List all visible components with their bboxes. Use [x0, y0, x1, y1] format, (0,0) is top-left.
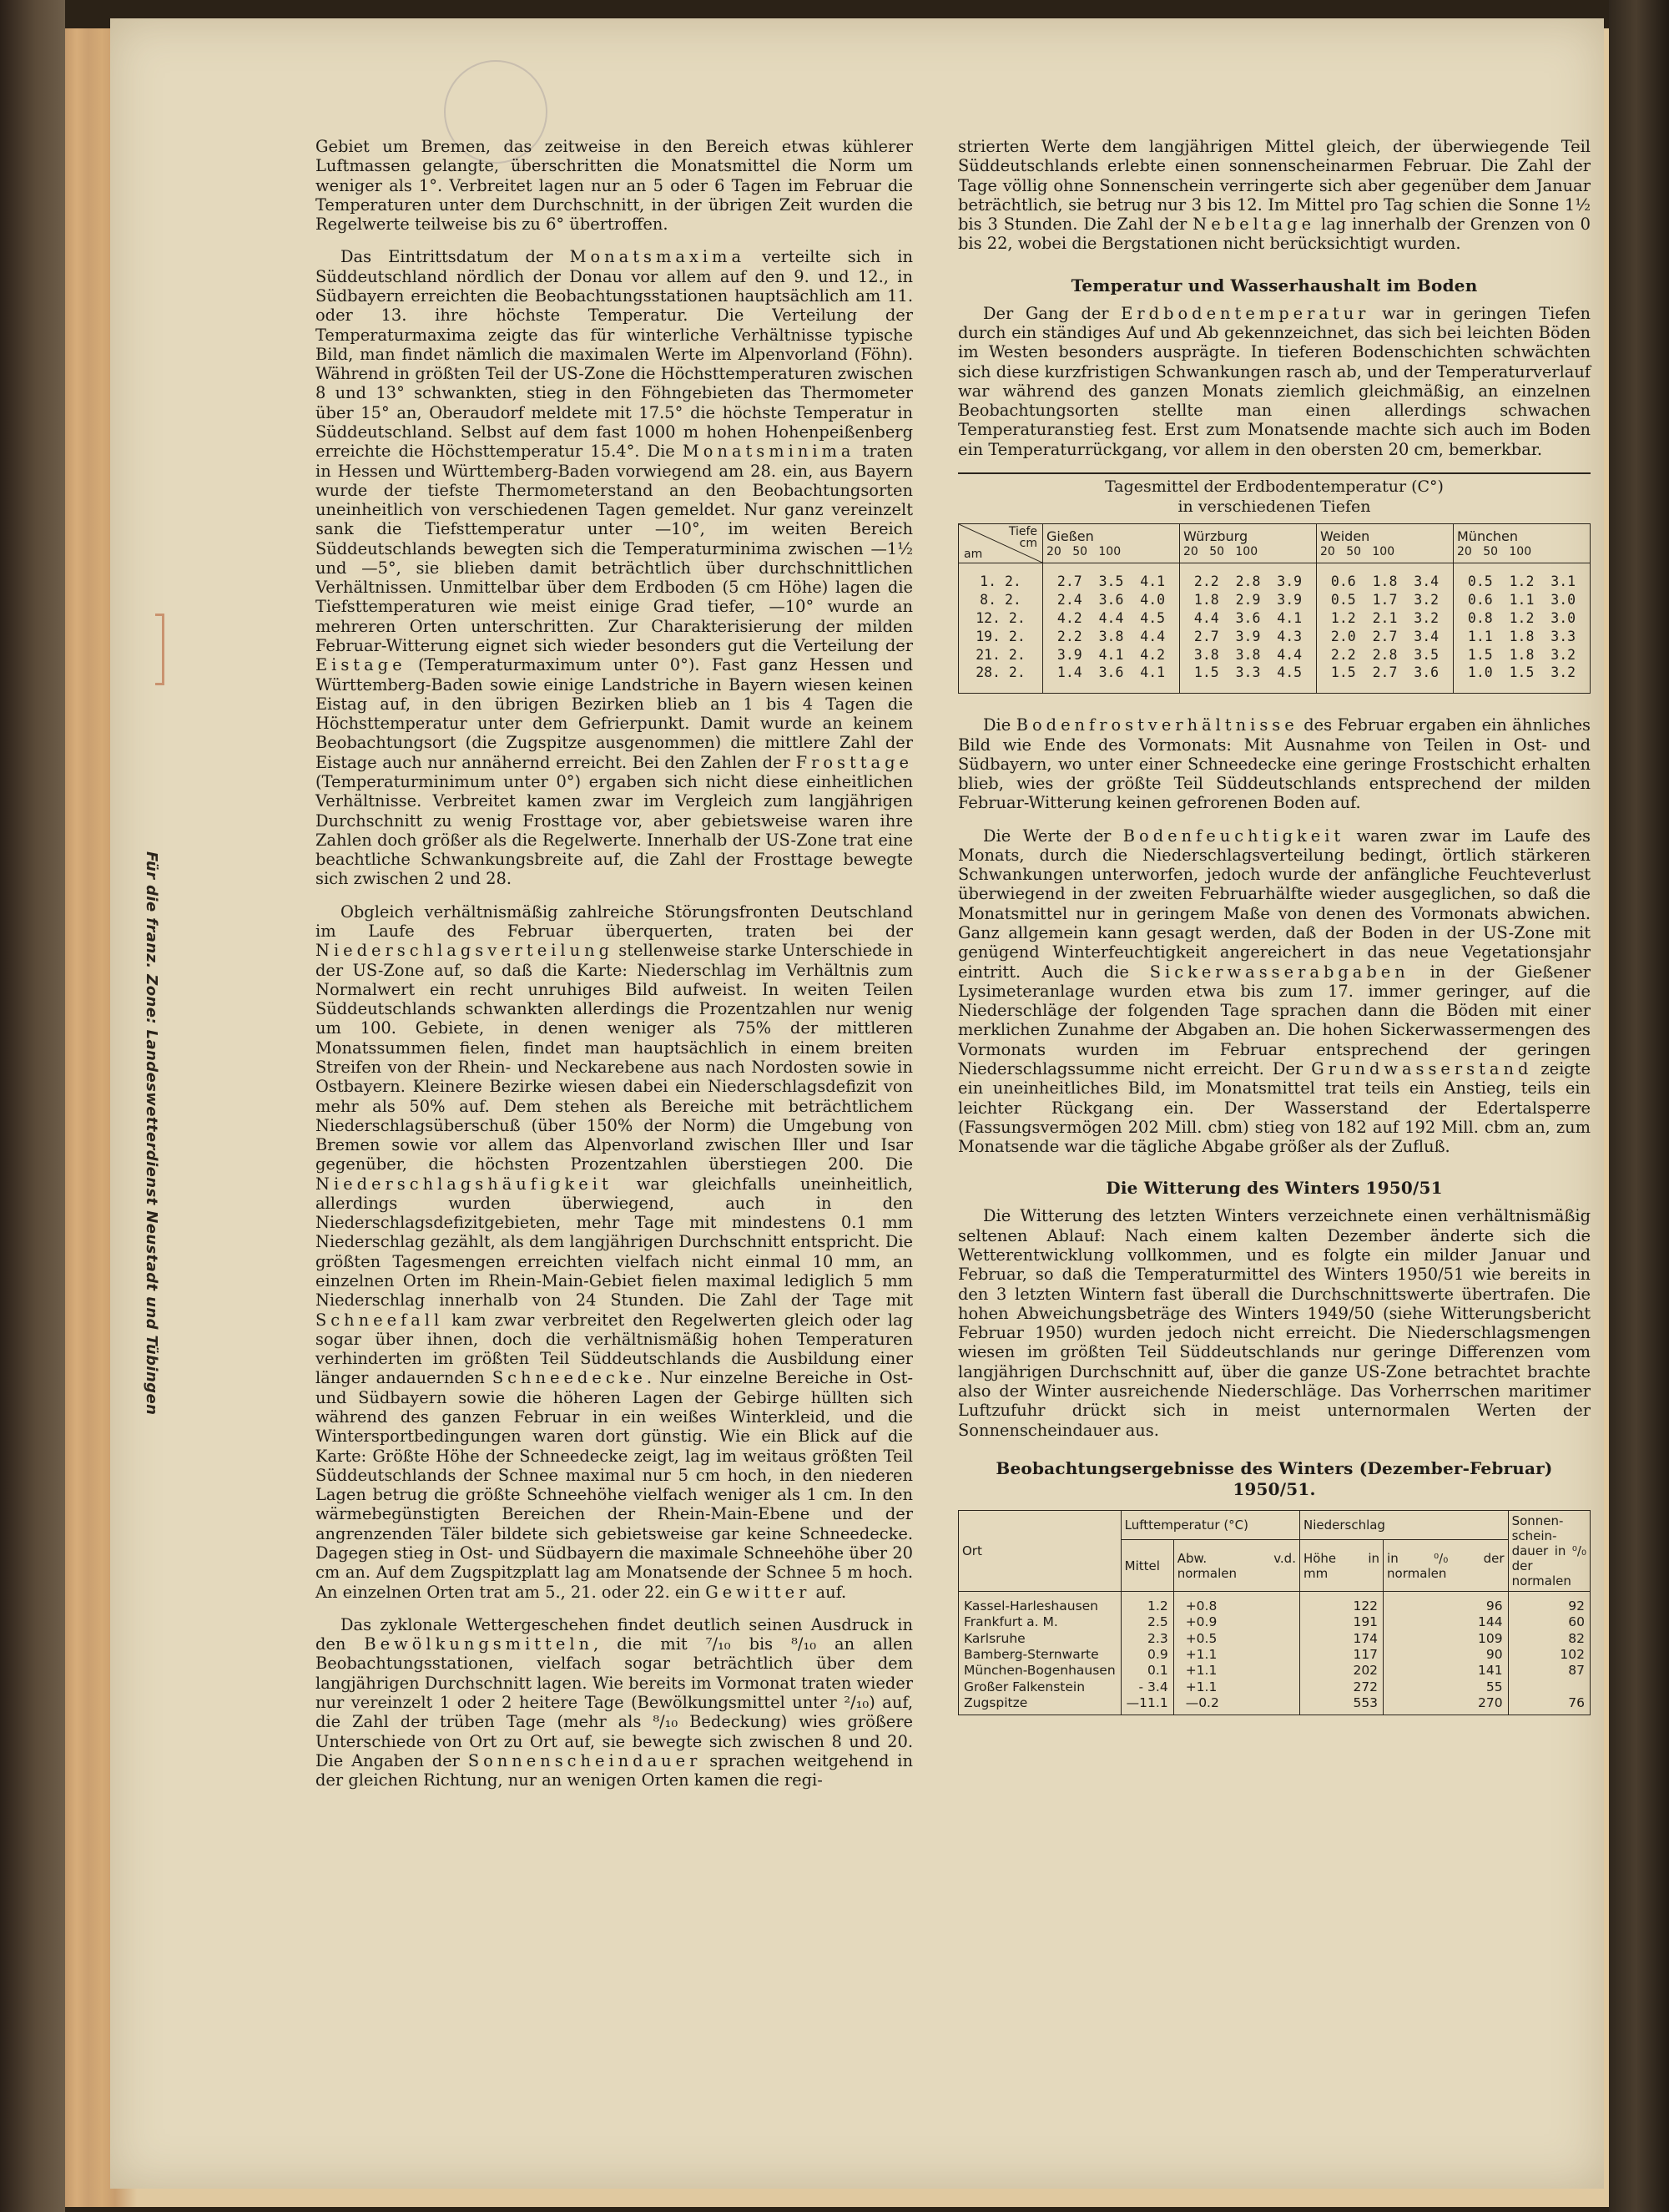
spaced-term: Bodenfrostverhältnisse: [1016, 715, 1298, 735]
temperature-value: 3.3: [1235, 664, 1261, 681]
sonne-cell: 102: [1508, 1647, 1590, 1663]
prozent-cell: 109: [1384, 1631, 1509, 1647]
temperature-value: 2.8: [1235, 573, 1261, 590]
spaced-term: Nebeltage: [1193, 215, 1316, 235]
muenchen-cell: [1454, 609, 1591, 628]
temperature-value: 3.0: [1551, 592, 1576, 609]
header-ort: Ort: [959, 1510, 1122, 1591]
spaced-term: Schneedecke: [492, 1368, 647, 1388]
mittel-cell: —11.1: [1121, 1695, 1173, 1715]
table-row: [959, 628, 1591, 646]
giessen-cell: [1043, 628, 1180, 646]
header-niederschlag: Niederschlag: [1299, 1510, 1508, 1540]
abw-cell: +1.1: [1173, 1647, 1299, 1663]
wuerzburg-cell: [1180, 563, 1317, 591]
ort-cell: München-Bogenhausen: [959, 1663, 1122, 1679]
soil-table-body: [959, 563, 1591, 694]
muenchen-cell: [1454, 664, 1591, 693]
temperature-value: 2.2: [1193, 573, 1219, 590]
temperature-value: 3.8: [1098, 628, 1124, 644]
hoehe-cell: 191: [1299, 1614, 1383, 1630]
paragraph-bodenfeuchtigkeit: Die Werte der Bodenfeuchtigkeit waren zwar im Laufe des Monats, durch die Niederschlagsverteilung bedingt, örtlich stärkeren Schwankungen unterworfen, jedoch wurde der anfängliche Feuchteverlust überwiegend in der zweiten Februarhälfte wieder ausgeglichen, so daß die Monatsmittel nur in geringem Maße von denen des Vormonats abwichen. Ganz allgemein kann gesagt werden, daß der Boden in der US-Zone mit genügend Winterfeuchtigkeit angereichert in das neue Vegetationsjahr eintritt. Auch die Sickerwasserabgaben in der Gießener Lysimeteranlage wurden etwa bis zum 17. immer geringer, auf die Niederschläge der folgenden Tage sprachen dann die Böden mit einer merklichen Zunahme der Abgaben an. Die hohen Sickerwassermengen des Vormonats wurden im Februar entsprechend der geringen Niederschlagssumme nicht erreicht. Der Grundwasserstand zeigte ein uneinheitliches Bild, im Monatsmittel trat teils ein Anstieg, teils ein leichter Rückgang ein. Der Wasserstand der Edertalsperre (Fassungsvermögen 202 Mill. cbm) stieg von 182 auf 192 Mill. cbm an, zum Monatsende war die tägliche Abgabe größer als der Zufluß.: [958, 826, 1591, 1157]
prozent-cell: 55: [1384, 1679, 1509, 1695]
sonne-cell: 60: [1508, 1614, 1590, 1630]
sonne-cell: 82: [1508, 1631, 1590, 1647]
temperature-value: 3.5: [1098, 573, 1124, 590]
temperature-value: 1.1: [1509, 592, 1535, 609]
wuerzburg-cell: [1180, 646, 1317, 664]
temperature-value: 2.7: [1056, 573, 1082, 590]
temperature-value: 2.7: [1193, 628, 1219, 644]
temperature-value: 2.1: [1372, 610, 1398, 627]
temperature-value: 3.9: [1235, 628, 1261, 644]
temperature-value: 2.2: [1330, 646, 1356, 663]
abw-cell: —0.2: [1173, 1695, 1299, 1715]
temperature-value: 3.4: [1414, 573, 1440, 590]
header-hoehe: Höhe in mm: [1299, 1540, 1383, 1591]
side-note: [135, 851, 169, 1586]
header-abweichung: Abw. v.d. normalen: [1173, 1540, 1299, 1591]
temperature-value: 2.2: [1056, 628, 1082, 644]
mittel-cell: 2.5: [1121, 1614, 1173, 1630]
temperature-value: 0.5: [1330, 592, 1356, 609]
hoehe-cell: 202: [1299, 1663, 1383, 1679]
temperature-value: 1.5: [1193, 664, 1219, 681]
section-heading-soil: Temperatur und Wasserhaushalt im Boden: [1071, 275, 1478, 295]
station-header: Gießen 20 50 100: [1043, 524, 1180, 563]
muenchen-cell: [1454, 563, 1591, 591]
date-cell: 19. 2.: [959, 628, 1043, 646]
spaced-term: Erdbodentemperatur: [1121, 303, 1370, 323]
weiden-cell: [1317, 563, 1454, 591]
table-row: [959, 1614, 1591, 1630]
wuerzburg-cell: [1180, 628, 1317, 646]
temperature-value: 3.9: [1277, 592, 1303, 609]
date-cell: 1. 2.: [959, 563, 1043, 591]
abw-cell: +1.1: [1173, 1663, 1299, 1679]
temperature-value: 4.5: [1277, 664, 1303, 681]
temperature-value: 1.2: [1509, 573, 1535, 590]
table-row: [959, 1647, 1591, 1663]
spaced-term: Sickerwasserabgaben: [1149, 962, 1409, 982]
giessen-cell: [1043, 609, 1180, 628]
mittel-cell: - 3.4: [1121, 1679, 1173, 1695]
temperature-value: 4.1: [1140, 573, 1166, 590]
temperature-value: 1.1: [1467, 628, 1493, 644]
ort-cell: Karlsruhe: [959, 1631, 1122, 1647]
mittel-cell: 0.1: [1121, 1663, 1173, 1679]
weiden-cell: [1317, 664, 1454, 693]
paragraph-erdbodentemperatur: Der Gang der Erdbodentemperatur war in geringen Tiefen durch ein ständiges Auf und Ab gekennzeichnet, das sich bei leichten Böden im Westen besonders ausprägte. In tieferen Bodenschichten schwächten sich diese kurzfristigen Schwankungen rasch ab, und der Temperaturverlauf war während des ganzen Monats ziemlich gleichmäßig, an einzelnen Beobachtungsorten stellte man einen allerdings schwachen Temperaturanstieg fest. Erst zum Monatsende machte sich auch im Boden ein Temperaturrückgang, vor allem in den obersten 20 cm, bemerkbar.: [958, 303, 1591, 459]
spaced-term: Schneefall: [315, 1310, 444, 1330]
abw-cell: +1.1: [1173, 1679, 1299, 1695]
soil-temperature-table: [958, 523, 1591, 694]
spaced-term: Monatsmaxima: [569, 247, 746, 267]
weiden-cell: [1317, 628, 1454, 646]
sonne-cell: 76: [1508, 1695, 1590, 1715]
weiden-cell: [1317, 591, 1454, 609]
prozent-cell: 96: [1384, 1591, 1509, 1614]
temperature-value: 3.9: [1277, 573, 1303, 590]
winter-results-table: [958, 1510, 1591, 1716]
ort-cell: Kassel-Harleshausen: [959, 1591, 1122, 1614]
table-row: [959, 563, 1591, 591]
spaced-term: Monatsminima: [682, 442, 855, 462]
side-note-text: Für die franz. Zone: Landeswetterdienst Neustadt und Tübingen: [143, 851, 160, 1416]
sonne-cell: [1508, 1679, 1590, 1695]
station-header: München 20 50 100: [1454, 524, 1591, 563]
temperature-value: 4.4: [1277, 646, 1303, 663]
giessen-cell: [1043, 591, 1180, 609]
temperature-value: 4.0: [1140, 592, 1166, 609]
table-row: [959, 1591, 1591, 1614]
table-corner-cell: Tiefe cm am: [959, 524, 1043, 563]
table-row: [959, 1679, 1591, 1695]
table-row: [959, 664, 1591, 693]
table-row: [959, 1631, 1591, 1647]
book-binding-edge: [0, 0, 65, 2212]
temperature-value: 1.2: [1509, 610, 1535, 627]
spaced-term: Frosttage: [795, 752, 913, 772]
temperature-value: 1.5: [1467, 646, 1493, 663]
right-column: [958, 137, 1591, 1715]
temperature-value: 2.7: [1372, 664, 1398, 681]
muenchen-cell: [1454, 591, 1591, 609]
temperature-value: 1.8: [1509, 646, 1535, 663]
paragraph: Gebiet um Bremen, das zeitweise in den Bereich etwas kühlerer Luftmassen gelangte, überschritten die Monatsmittel die Norm um weniger als 1°. Verbreitet lagen nur an 5 oder 6 Tagen im Februar die Temperaturen unter dem Durchschnitt, in der übrigen Zeit wurden die Regelwerte teilweise bis zu 6° übertroffen.: [315, 137, 913, 235]
hoehe-cell: 553: [1299, 1695, 1383, 1715]
table-row: [959, 646, 1591, 664]
temperature-value: 0.8: [1467, 610, 1493, 627]
giessen-cell: [1043, 664, 1180, 693]
sonne-cell: 87: [1508, 1663, 1590, 1679]
spaced-term: Niederschlagshäufigkeit: [315, 1174, 613, 1194]
temperature-value: 3.2: [1551, 664, 1576, 681]
weiden-cell: [1317, 609, 1454, 628]
hoehe-cell: 174: [1299, 1631, 1383, 1647]
muenchen-cell: [1454, 628, 1591, 646]
temperature-value: 3.9: [1056, 646, 1082, 663]
temperature-value: 3.6: [1235, 610, 1261, 627]
header-mittel: Mittel: [1121, 1540, 1173, 1591]
spaced-term: Niederschlagsverteilung: [315, 941, 613, 961]
header-lufttemperatur: Lufttemperatur (°C): [1121, 1510, 1299, 1540]
temperature-value: 0.6: [1467, 592, 1493, 609]
section-rule: [958, 472, 1591, 474]
prozent-cell: 270: [1384, 1695, 1509, 1715]
spaced-term: Eistage: [315, 655, 406, 675]
ort-cell: Bamberg-Sternwarte: [959, 1647, 1122, 1663]
hoehe-cell: 117: [1299, 1647, 1383, 1663]
paragraph-winter: Die Witterung des letzten Winters verzeichnete einen verhältnismäßig seltenen Ablauf: Nach einem kalten Dezember änderte sich die Wetterentwicklung vollkommen, und es folgte ein milder Januar und Februar, so daß die Temperaturmittel des Winters 1950/51 wie bereits in den 3 letzten Wintern fast überall die Durchschnittswerte übertrafen. Die hohen Abweichungsbeträge des Winters 1949/50 (siehe Witterungsbericht Februar 1950) wurden jedoch nicht erreicht. Die Niederschlagsmengen wiesen im größten Teil Süddeutschlands nur geringe Differenzen vom langjährigen Durchschnitt auf, über die ganze US-Zone betrachtet brachte also der Winter ausreichende Niederschläge. Das Vorherrschen maritimer Luftzufuhr drückt sich in meist unternormalen Werten der Sonnenscheindauer aus.: [958, 1206, 1591, 1440]
temperature-value: 3.3: [1551, 628, 1576, 644]
temperature-value: 4.4: [1140, 628, 1166, 644]
paragraph-monatsmaxima: Das Eintrittsdatum der Monatsmaxima verteilte sich in Süddeutschland nördlich der Donau vor allem auf den 9. und 12., in Südbayern erreichten die Beobachtungsstationen hauptsächlich am 11. oder 13. ihre höchste Temperatur. Die Verteilung der Temperaturmaxima zeigte das für winterliche Verhältnisse typische Bild, man findet nämlich die maximalen Werte im Alpenvorland (Föhn). Während in größten Teil der US-Zone die Höchsttemperaturen zwischen 8 und 13° schwankten, stieg in den Föhngebieten das Thermometer über 15° an, Oberaudorf meldete mit 17.5° die höchste Temperatur in Süddeutschland. Selbst auf dem fast 1000 m hohen Hohenpeißenberg erreichte die Höchsttemperatur 15.4°. Die Monatsminima traten in Hessen und Württemberg-Baden vorwiegend am 28. ein, aus Bayern wurde der tiefste Thermometerstand an den Beobachtungsorten uneinheitlich von verschiedenen Tagen gemeldet. Nur ganz vereinzelt sank die Tiefsttemperatur unter —10°, im weiten Bereich Süddeutschlands bewegten sich die Temperaturminima zwischen —1½ und —5°, sie blieben damit beträchtlich über durchschnittlichen Verhältnissen. Unmittelbar über dem Erdboden (5 cm Höhe) lagen die Tiefsttemperaturen wie meist einige Grad tiefer, —10° wurde an mehreren Orten unterschritten. Zur Charakterisierung der milden Februar-Witterung eignet sich wieder besonders gut die Verteilung der Eistage (Temperaturmaximum unter 0°). Fast ganz Hessen und Württemberg-Baden sowie einige Landstriche in Bayern wiesen keinen Eistag auf, in den übrigen Bezirken blieb an 1 bis 4 Tagen die Höchsttemperatur unter dem Gefrierpunkt. Damit wurde an keinem Beobachtungsort (die Zugspitze ausgenommen) die mittlere Zahl der Eistage auch nur annähernd erreicht. Bei den Zahlen der Frosttage (Temperaturminimum unter 0°) ergaben sich nicht diese einheitlichen Verhältnisse. Verbreitet kamen zwar im Vergleich zum langjährigen Durchschnitt zu wenig Frosttage vor, aber gebietsweise waren ihre Zahlen doch größer als die Regelwerte. Innerhalb der US-Zone trat eine beachtliche Schwankungsbreite auf, die Zahl der Frosttage bewegte sich zwischen 2 und 28.: [315, 247, 913, 889]
ort-cell: Frankfurt a. M.: [959, 1614, 1122, 1630]
temperature-value: 2.7: [1372, 628, 1398, 644]
spaced-term: Bodenfeuchtigkeit: [1122, 826, 1345, 846]
winter-table-body: [959, 1591, 1591, 1715]
soil-table-caption: Tagesmittel der Erdbodentemperatur (C°) in verschiedenen Tiefen: [1105, 477, 1444, 516]
temperature-value: 0.5: [1467, 573, 1493, 590]
date-cell: 12. 2.: [959, 609, 1043, 628]
temperature-value: 2.0: [1330, 628, 1356, 644]
temperature-value: 2.9: [1235, 592, 1261, 609]
mittel-cell: 2.3: [1121, 1631, 1173, 1647]
table-row: [959, 591, 1591, 609]
temperature-value: 4.2: [1140, 646, 1166, 663]
temperature-value: 1.0: [1467, 664, 1493, 681]
temperature-value: 3.6: [1098, 664, 1124, 681]
header-prozent: in ⁰/₀ der normalen: [1384, 1540, 1509, 1591]
temperature-value: 2.8: [1372, 646, 1398, 663]
temperature-value: 1.5: [1509, 664, 1535, 681]
temperature-value: 1.2: [1330, 610, 1356, 627]
temperature-value: 3.2: [1414, 610, 1440, 627]
temperature-value: 3.8: [1235, 646, 1261, 663]
abw-cell: +0.9: [1173, 1614, 1299, 1630]
temperature-value: 1.7: [1372, 592, 1398, 609]
station-header: Weiden 20 50 100: [1317, 524, 1454, 563]
temperature-value: 1.8: [1193, 592, 1219, 609]
abw-cell: +0.5: [1173, 1631, 1299, 1647]
temperature-value: 1.8: [1509, 628, 1535, 644]
table-row: [959, 1695, 1591, 1715]
paragraph-bodenfrost: Die Bodenfrostverhältnisse des Februar ergaben ein ähnliches Bild wie Ende des Vormonats: Mit Ausnahme von Teilen in Ost- und Südbayern, wo unter einer Schneedecke eine geringe Frostschicht erhalten blieb, wies der größte Teil Süddeutschlands entsprechend der milden Februar-Witterung keinen gefrorenen Boden auf.: [958, 715, 1591, 813]
mittel-cell: 1.2: [1121, 1591, 1173, 1614]
temperature-value: 3.2: [1551, 646, 1576, 663]
abw-cell: +0.8: [1173, 1591, 1299, 1614]
sonne-cell: 92: [1508, 1591, 1590, 1614]
temperature-value: 3.0: [1551, 610, 1576, 627]
paragraph: strierten Werte dem langjährigen Mittel gleich, der überwiegende Teil Süddeutschlands erlebte einen sonnenscheinarmen Februar. Die Zahl der Tage völlig ohne Sonnenschein verringerte sich aber gegenüber dem Januar beträchtlich, sie betrug nur 3 bis 12. Im Mittel pro Tag schien die Sonne 1½ bis 3 Stunden. Die Zahl der Nebeltage lag innerhalb der Grenzen von 0 bis 22, wobei die Bergstationen nicht berücksichtigt wurden.: [958, 137, 1591, 254]
mittel-cell: 0.9: [1121, 1647, 1173, 1663]
prozent-cell: 141: [1384, 1663, 1509, 1679]
date-cell: 8. 2.: [959, 591, 1043, 609]
temperature-value: 4.1: [1140, 664, 1166, 681]
table-heading-winter-results: Beobachtungsergebnisse des Winters (Dezember-Februar) 1950/51.: [996, 1457, 1553, 1499]
spaced-term: Gewitter: [705, 1582, 811, 1602]
temperature-value: 4.4: [1098, 610, 1124, 627]
book-cover-edge: [1609, 0, 1669, 2212]
station-header: Würzburg 20 50 100: [1180, 524, 1317, 563]
prozent-cell: 90: [1384, 1647, 1509, 1663]
temperature-value: 3.8: [1193, 646, 1219, 663]
temperature-value: 4.4: [1193, 610, 1219, 627]
giessen-cell: [1043, 563, 1180, 591]
wuerzburg-cell: [1180, 664, 1317, 693]
wuerzburg-cell: [1180, 609, 1317, 628]
temperature-value: 4.3: [1277, 628, 1303, 644]
temperature-value: 4.2: [1056, 610, 1082, 627]
temperature-value: 3.2: [1414, 592, 1440, 609]
temperature-value: 4.1: [1277, 610, 1303, 627]
spaced-term: Sonnenscheindauer: [467, 1750, 702, 1770]
temperature-value: 1.8: [1372, 573, 1398, 590]
temperature-value: 1.4: [1056, 664, 1082, 681]
paragraph-niederschlag: Obgleich verhältnismäßig zahlreiche Störungsfronten Deutschland im Laufe des Februar überquerten, traten bei der Niederschlagsverteilung stellenweise starke Unterschiede in der US-Zone auf, so daß die Karte: Niederschlag im Verhältnis zum Normalwert ein recht unruhiges Bild aufweist. In weiten Teilen Süddeutschlands schwankten allerdings die Prozentzahlen nur wenig um 100. Gebiete, in denen weniger als 75% der mittleren Monatssummen fielen, findet man hauptsächlich in einem breiten Streifen von der Rhein- und Neckarebene aus nach Nordosten sowie in Ostbayern. Kleinere Bezirke wiesen dabei ein Niederschlagsdefizit von mehr als 50% auf. Dem stehen als Bereiche mit beträchtlichem Niederschlagsüberschuß (über 150% der Norm) die Umgebung von Bremen sowie vor allem das Alpenvorland zwischen Iller und Isar gegenüber, die höchsten Prozentzahlen überstiegen 200. Die Niederschlagshäufigkeit war gleichfalls uneinheitlich, allerdings wurden überwiegend, auch in den Niederschlagsdefizitgebieten, mehr Tage mit mindestens 0.1 mm Niederschlag gezählt, als dem langjährigen Durchschnitt entspricht. Die größten Tagesmengen erreichten vielfach nicht einmal 10 mm, an einzelnen Orten im Rhein-Main-Gebiet fielen maximal lediglich 5 mm Niederschlag innerhalb von 24 Stunden. Die Zahl der Tage mit Schneefall kam zwar verbreitet den Regelwerten gleich oder lag sogar über ihnen, doch die verhältnismäßig hohen Temperaturen verhinderten im größten Teil Süddeutschlands die Ausbildung einer länger andauernden Schneedecke. Nur einzelne Bereiche in Ost- und Südbayern sowie die höheren Lagen der Gebirge hüllten sich während des ganzen Februar in ein weißes Winterkleid, und die Wintersportbedingungen waren dort günstig. Wie ein Blick auf die Karte: Größte Höhe der Schneedecke zeigt, lag im weitaus größten Teil Süddeutschlands der Schnee maximal nur 5 cm hoch, in den niederen Lagen betrug die größte Schneehöhe vielfach weniger als 1 cm. In den wärmebegünstigten Bereichen der Rhein-Main-Ebene und der angrenzenden Täler bildete sich gebietsweise gar keine Schneedecke. Dagegen stieg in Ost- und Südbayern die maximale Schneehöhe über 20 cm an. Auf dem Zugspitzplatt lag am Monatsende der Schnee 5 m hoch. An einzelnen Orten trat am 5., 21. oder 22. ein Gewitter auf.: [315, 901, 914, 1602]
temperature-value: 2.4: [1056, 592, 1082, 609]
left-column: [315, 137, 913, 1803]
hoehe-cell: 122: [1299, 1591, 1383, 1614]
temperature-value: 3.6: [1414, 664, 1440, 681]
paragraph-bewoelkung: Das zyklonale Wettergeschehen findet deutlich seinen Ausdruck in den Bewölkungsmitteln, die mit ⁷/₁₀ bis ⁸/₁₀ an allen Beobachtungsstationen, vielfach sogar beträchtlich über dem langjährigen Durchschnitt lagen. Wie bereits im Vormonat traten wieder nur vereinzelt 1 oder 2 heitere Tage (Bewölkungsmittel unter ²/₁₀) auf, die Zahl der trüben Tage (mehr als ⁸/₁₀ Bedeckung) wies größere Unterschiede von Ort zu Ort auf, sie bewegte sich zwischen 8 und 20. Die Angaben der Sonnenscheindauer sprachen weitgehend in der gleichen Richtung, nur an wenigen Orten kamen die regi-: [315, 1614, 913, 1790]
giessen-cell: [1043, 646, 1180, 664]
margin-mark: [155, 614, 164, 685]
spaced-term: Grundwasserstand: [1311, 1059, 1533, 1078]
spaced-term: Bewölkungsmitteln: [364, 1634, 594, 1654]
wuerzburg-cell: [1180, 591, 1317, 609]
muenchen-cell: [1454, 646, 1591, 664]
hoehe-cell: 272: [1299, 1679, 1383, 1695]
temperature-value: 3.4: [1414, 628, 1440, 644]
ort-cell: Großer Falkenstein: [959, 1679, 1122, 1695]
header-sonnenschein: Sonnen-schein-dauer in ⁰/₀ der normalen: [1508, 1510, 1590, 1591]
temperature-value: 0.6: [1330, 573, 1356, 590]
date-cell: 28. 2.: [959, 664, 1043, 693]
table-row: [959, 609, 1591, 628]
section-heading-winter: Die Witterung des Winters 1950/51: [1106, 1178, 1443, 1199]
temperature-value: 3.5: [1414, 646, 1440, 663]
temperature-value: 4.1: [1098, 646, 1124, 663]
temperature-value: 1.5: [1330, 664, 1356, 681]
temperature-value: 4.5: [1140, 610, 1166, 627]
table-row: [959, 1663, 1591, 1679]
prozent-cell: 144: [1384, 1614, 1509, 1630]
temperature-value: 3.1: [1551, 573, 1576, 590]
weiden-cell: [1317, 646, 1454, 664]
ort-cell: Zugspitze: [959, 1695, 1122, 1715]
date-cell: 21. 2.: [959, 646, 1043, 664]
temperature-value: 3.6: [1098, 592, 1124, 609]
